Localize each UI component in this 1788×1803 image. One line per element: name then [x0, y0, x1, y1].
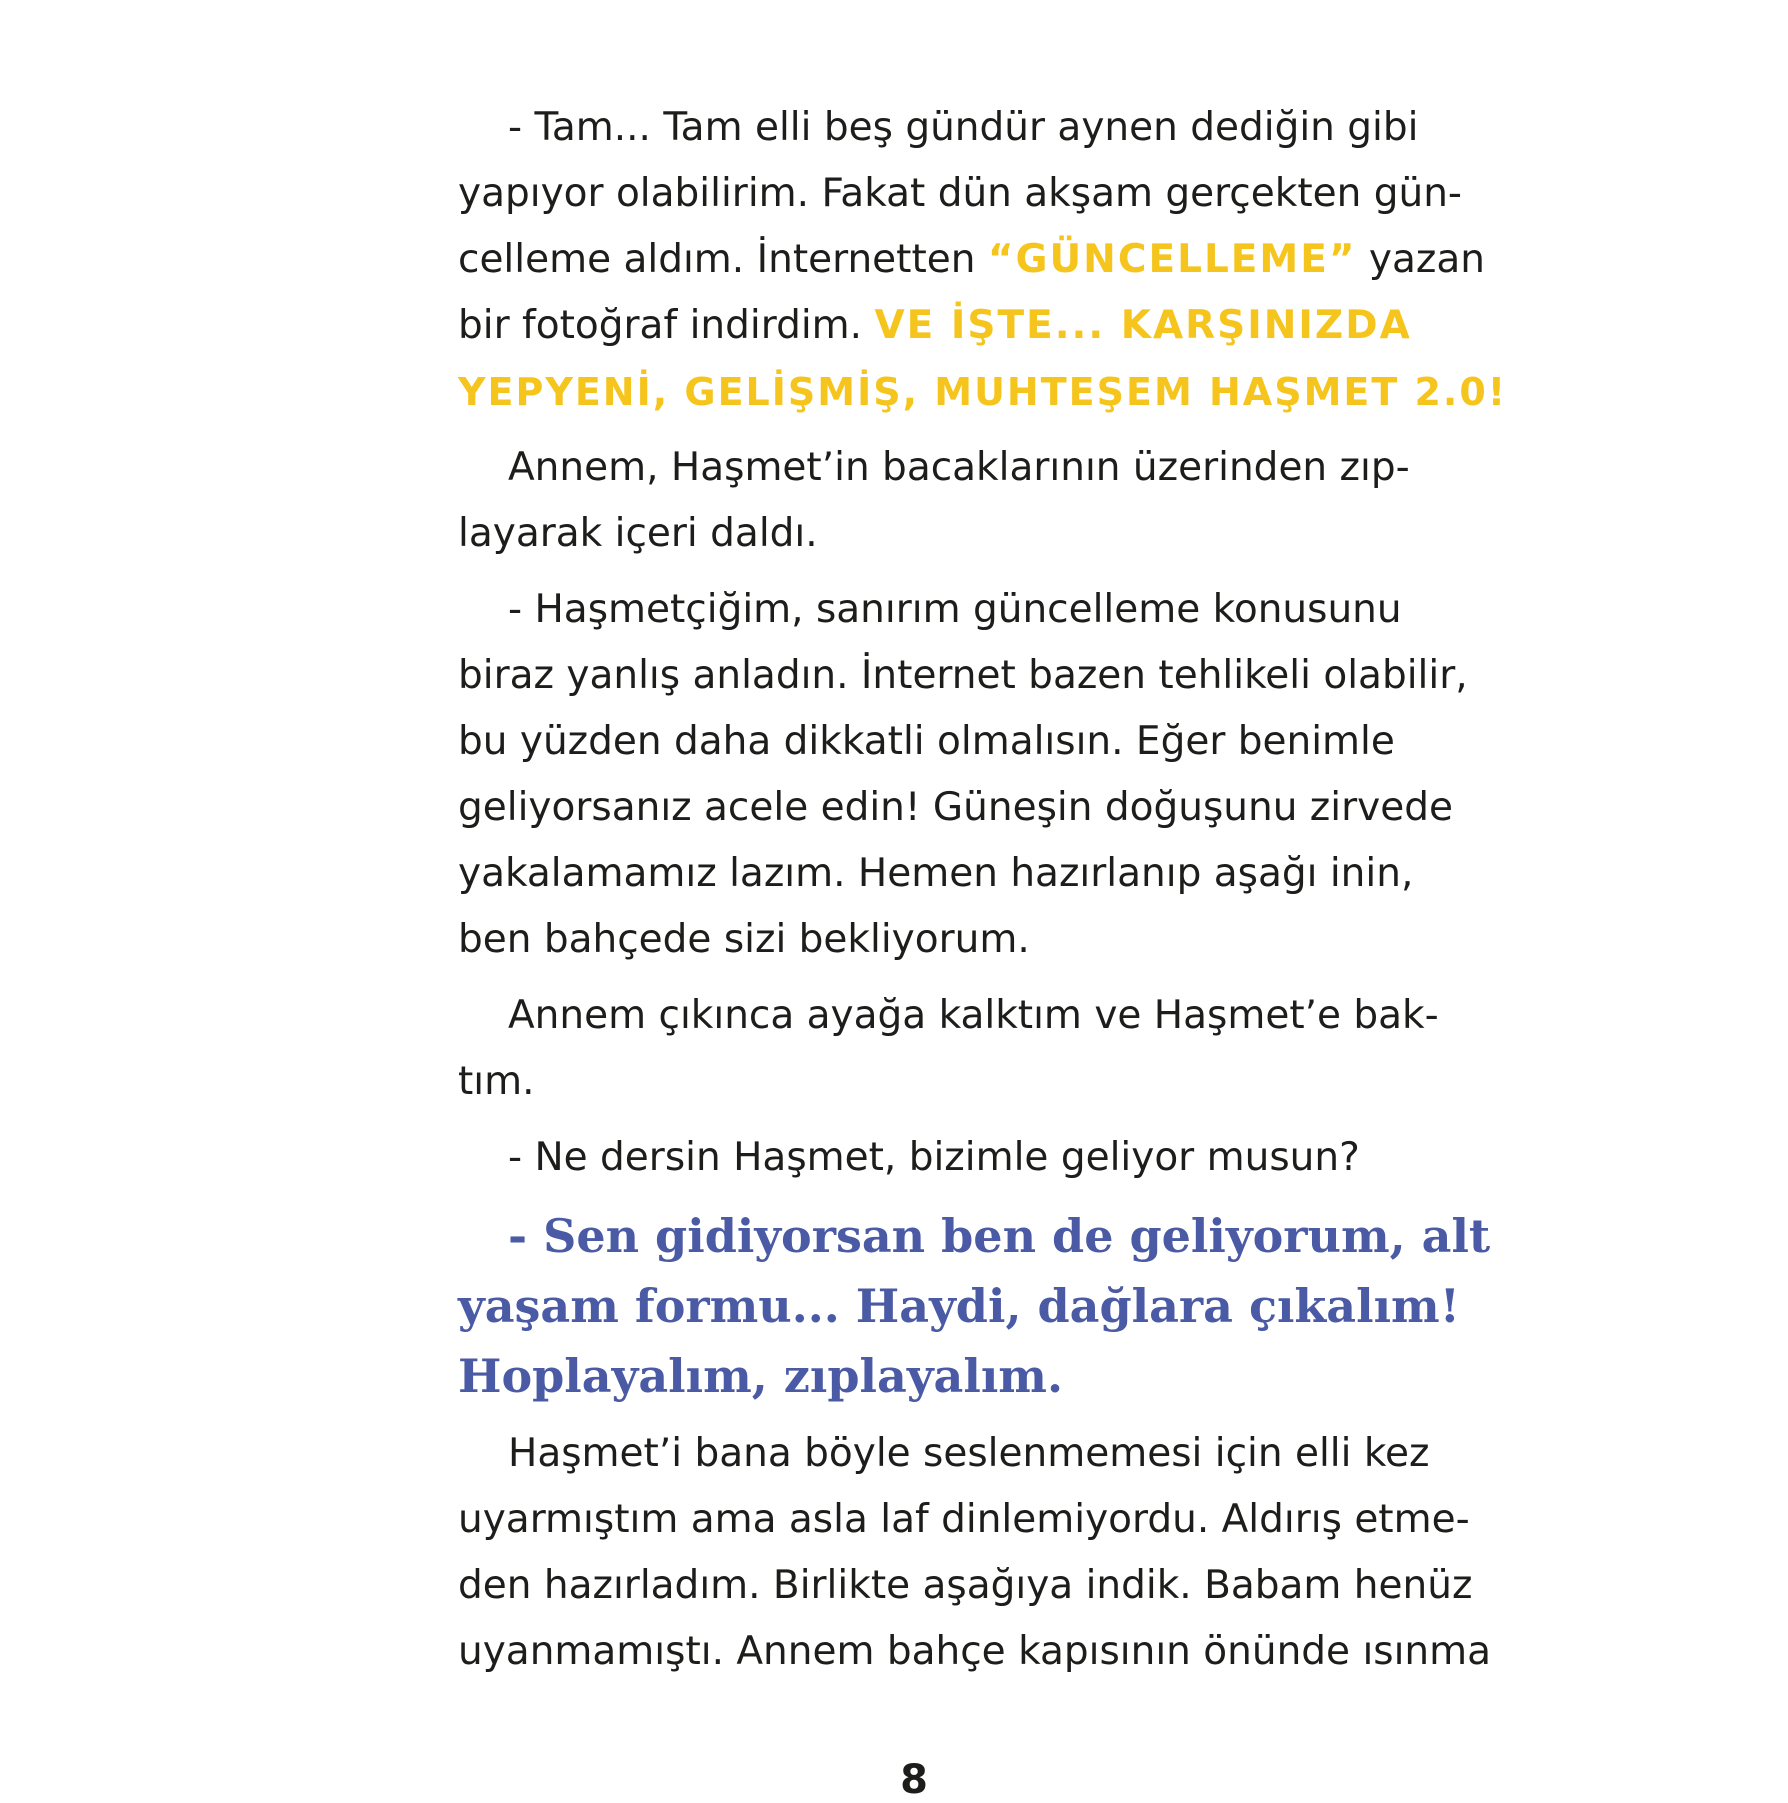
speech-line: Hoplayalım, zıplayalım.	[458, 1349, 1063, 1403]
speech-line: - Sen gidiyorsan ben de geliyorum, alt	[508, 1209, 1491, 1263]
text-line: - Tam... Tam elli beş gündür aynen dediğin gibi	[508, 105, 1419, 150]
paragraph-6-speech	[458, 1201, 1491, 1411]
paragraph-5	[458, 1125, 1374, 1191]
highlight-update-word: “GÜNCELLEME”	[987, 237, 1357, 282]
paragraph-3	[458, 577, 1468, 973]
text-line: Haşmet’i bana böyle seslenmemesi için elli kez	[508, 1431, 1430, 1476]
paragraph-2	[458, 435, 1410, 567]
text-line	[458, 293, 1412, 359]
text-line: biraz yanlış anladın. İnternet bazen tehlikeli olabilir,	[458, 653, 1468, 698]
paragraph-1	[458, 95, 1508, 425]
paragraph-4	[458, 983, 1439, 1115]
paragraph-7	[458, 1421, 1492, 1685]
text-line: layarak içeri daldı.	[458, 511, 818, 556]
body-text	[458, 95, 1508, 1685]
text-line: ben bahçede sizi bekliyorum.	[458, 917, 1030, 962]
text-line: yapıyor olabilirim. Fakat dün akşam gerçekten gün-	[458, 171, 1462, 216]
text-line: bu yüzden daha dikkatli olmalısın. Eğer benimle	[458, 719, 1395, 764]
highlight-announcement: VE İŞTE... KARŞINIZDA	[874, 303, 1412, 348]
text-line: yakalamamız lazım. Hemen hazırlanıp aşağı inin,	[458, 851, 1414, 896]
text-segment: yazan	[1368, 237, 1485, 282]
text-line: uyarmıştım ama asla laf dinlemiyordu. Aldırış etme-	[458, 1497, 1470, 1542]
speech-line: yaşam formu... Haydi, dağlara çıkalım!	[458, 1279, 1460, 1333]
page-number: 8	[900, 1757, 928, 1803]
text-line: - Ne dersin Haşmet, bizimle geliyor musun?	[508, 1135, 1360, 1180]
text-segment: celleme aldım. İnternetten	[458, 237, 976, 282]
text-line: geliyorsanız acele edin! Güneşin doğuşunu zirvede	[458, 785, 1453, 830]
text-line: Annem çıkınca ayağa kalktım ve Haşmet’e bak-	[508, 993, 1439, 1038]
highlight-announcement-line: YEPYENİ, GELİŞMİŞ, MUHTEŞEM HAŞMET 2.0!	[458, 370, 1508, 414]
text-segment: bir fotoğraf indirdim.	[458, 303, 863, 348]
text-line: - Haşmetçiğim, sanırım güncelleme konusunu	[508, 587, 1402, 632]
text-line: Annem, Haşmet’in bacaklarının üzerinden zıp-	[508, 445, 1410, 490]
text-line: den hazırladım. Birlikte aşağıya indik. Babam henüz	[458, 1563, 1473, 1608]
text-line: uyanmamıştı. Annem bahçe kapısının önünde ısınma	[458, 1629, 1492, 1674]
text-line	[458, 227, 1485, 293]
text-line: tım.	[458, 1059, 535, 1104]
